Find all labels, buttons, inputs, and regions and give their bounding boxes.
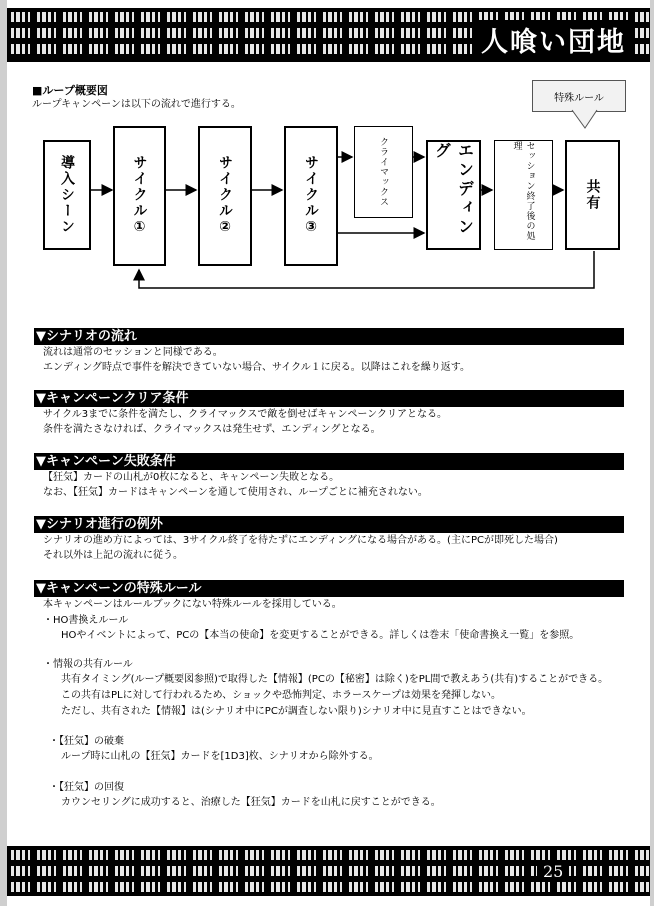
box-cycle-3 (284, 126, 338, 266)
section-line: 流れは通常のセッションと同様である。 (43, 347, 223, 358)
box-intro-scene-label: 導入シーン (59, 155, 75, 235)
document-page (7, 0, 650, 906)
section-heading-special-rules: ▼キャンペーンの特殊ルール (34, 580, 624, 597)
rule-line: この共有はPLに対して行われるため、ショックや恐怖判定、ホラースケープは効果を発揮しない。 (61, 690, 502, 701)
section-line: 条件を満たさなければ、クライマックスは発生せず、エンディングとなる。 (43, 424, 381, 435)
page-title: 人喰い団地 (475, 20, 632, 59)
box-climax (354, 126, 413, 218)
diagram-intro: ループキャンペーンは以下の流れで進行する。 (32, 99, 241, 110)
rule-line: ループ時に山札の【狂気】カードを[1D3]枚、シナリオから除外する。 (61, 751, 379, 762)
rule-title: ・【狂気】の回復 (49, 782, 124, 793)
rule-title: ・【狂気】の破棄 (49, 736, 124, 747)
page-number: 25 (537, 862, 569, 881)
box-cycle-1 (113, 126, 166, 266)
section-line: 【狂気】カードの山札が0枚になると、キャンペーン失敗となる。 (43, 472, 340, 483)
callout-pointer (572, 110, 597, 128)
rule-line: カウンセリングに成功すると、治療した【狂気】カードを山札に戻すことができる。 (61, 797, 441, 808)
footer-band (7, 846, 650, 896)
box-cycle-2-label: サイクル② (217, 155, 233, 237)
section-line: なお、【狂気】カードはキャンペーンを通して使用され、ループごとに補充されない。 (43, 487, 428, 498)
box-post-session (494, 140, 553, 250)
diagram-heading: ■ループ概要図 (32, 84, 108, 97)
box-cycle-2 (198, 126, 252, 266)
box-intro-scene (43, 140, 91, 250)
box-ending (426, 140, 481, 250)
section-line: サイクル3までに条件を満たし、クライマックスで敵を倒せばキャンペーンクリアとなる。 (43, 409, 447, 420)
section-heading-fail-conditions: ▼キャンペーン失敗条件 (34, 453, 624, 470)
box-climax-label: クライマックス (378, 137, 388, 207)
rule-title: ・HO書換えルール (43, 615, 129, 626)
box-ending-label: エンディング (432, 142, 475, 237)
rule-line: 共有タイミング(ループ概要図参照)で取得した【情報】(PCの【秘密】は除く)をPL間で教えあう(共有)することができる。 (61, 674, 609, 685)
section-heading-scenario-flow: ▼シナリオの流れ (34, 328, 624, 345)
box-cycle-3-label: サイクル③ (303, 155, 319, 237)
section-line: エンディング時点で事件を解決できていない場合、サイクル１に戻る。以降はこれを繰り返す。 (43, 362, 470, 373)
section-line: シナリオの進め方によっては、3サイクル終了を待たずにエンディングになる場合がある。(主にPCが即死した場合) (43, 535, 558, 546)
section-heading-exceptions: ▼シナリオ進行の例外 (34, 516, 624, 533)
box-share (565, 140, 620, 250)
rule-title: ・情報の共有ルール (43, 659, 133, 670)
rule-line: ただし、共有された【情報】は(シナリオ中にPCが調査しない限り)シナリオ中に見直すことはできない。 (61, 706, 532, 717)
rule-line: HOやイベントによって、PCの【本当の使命】を変更することができる。詳しくは巻末「使命書換え一覧」を参照。 (61, 630, 580, 641)
box-cycle-1-label: サイクル① (131, 155, 148, 237)
box-share-label: 共有 (584, 179, 601, 211)
section-intro: 本キャンペーンはルールブックにない特殊ルールを採用している。 (43, 599, 342, 610)
callout-label: 特殊ルール (554, 92, 604, 104)
footer-decoration (11, 882, 650, 892)
section-line: それ以外は上記の流れに従う。 (43, 550, 183, 561)
box-post-session-label: セッション終了後の処理 (511, 141, 535, 241)
section-heading-clear-conditions: ▼キャンペーンクリア条件 (34, 390, 624, 407)
footer-decoration (11, 850, 650, 860)
